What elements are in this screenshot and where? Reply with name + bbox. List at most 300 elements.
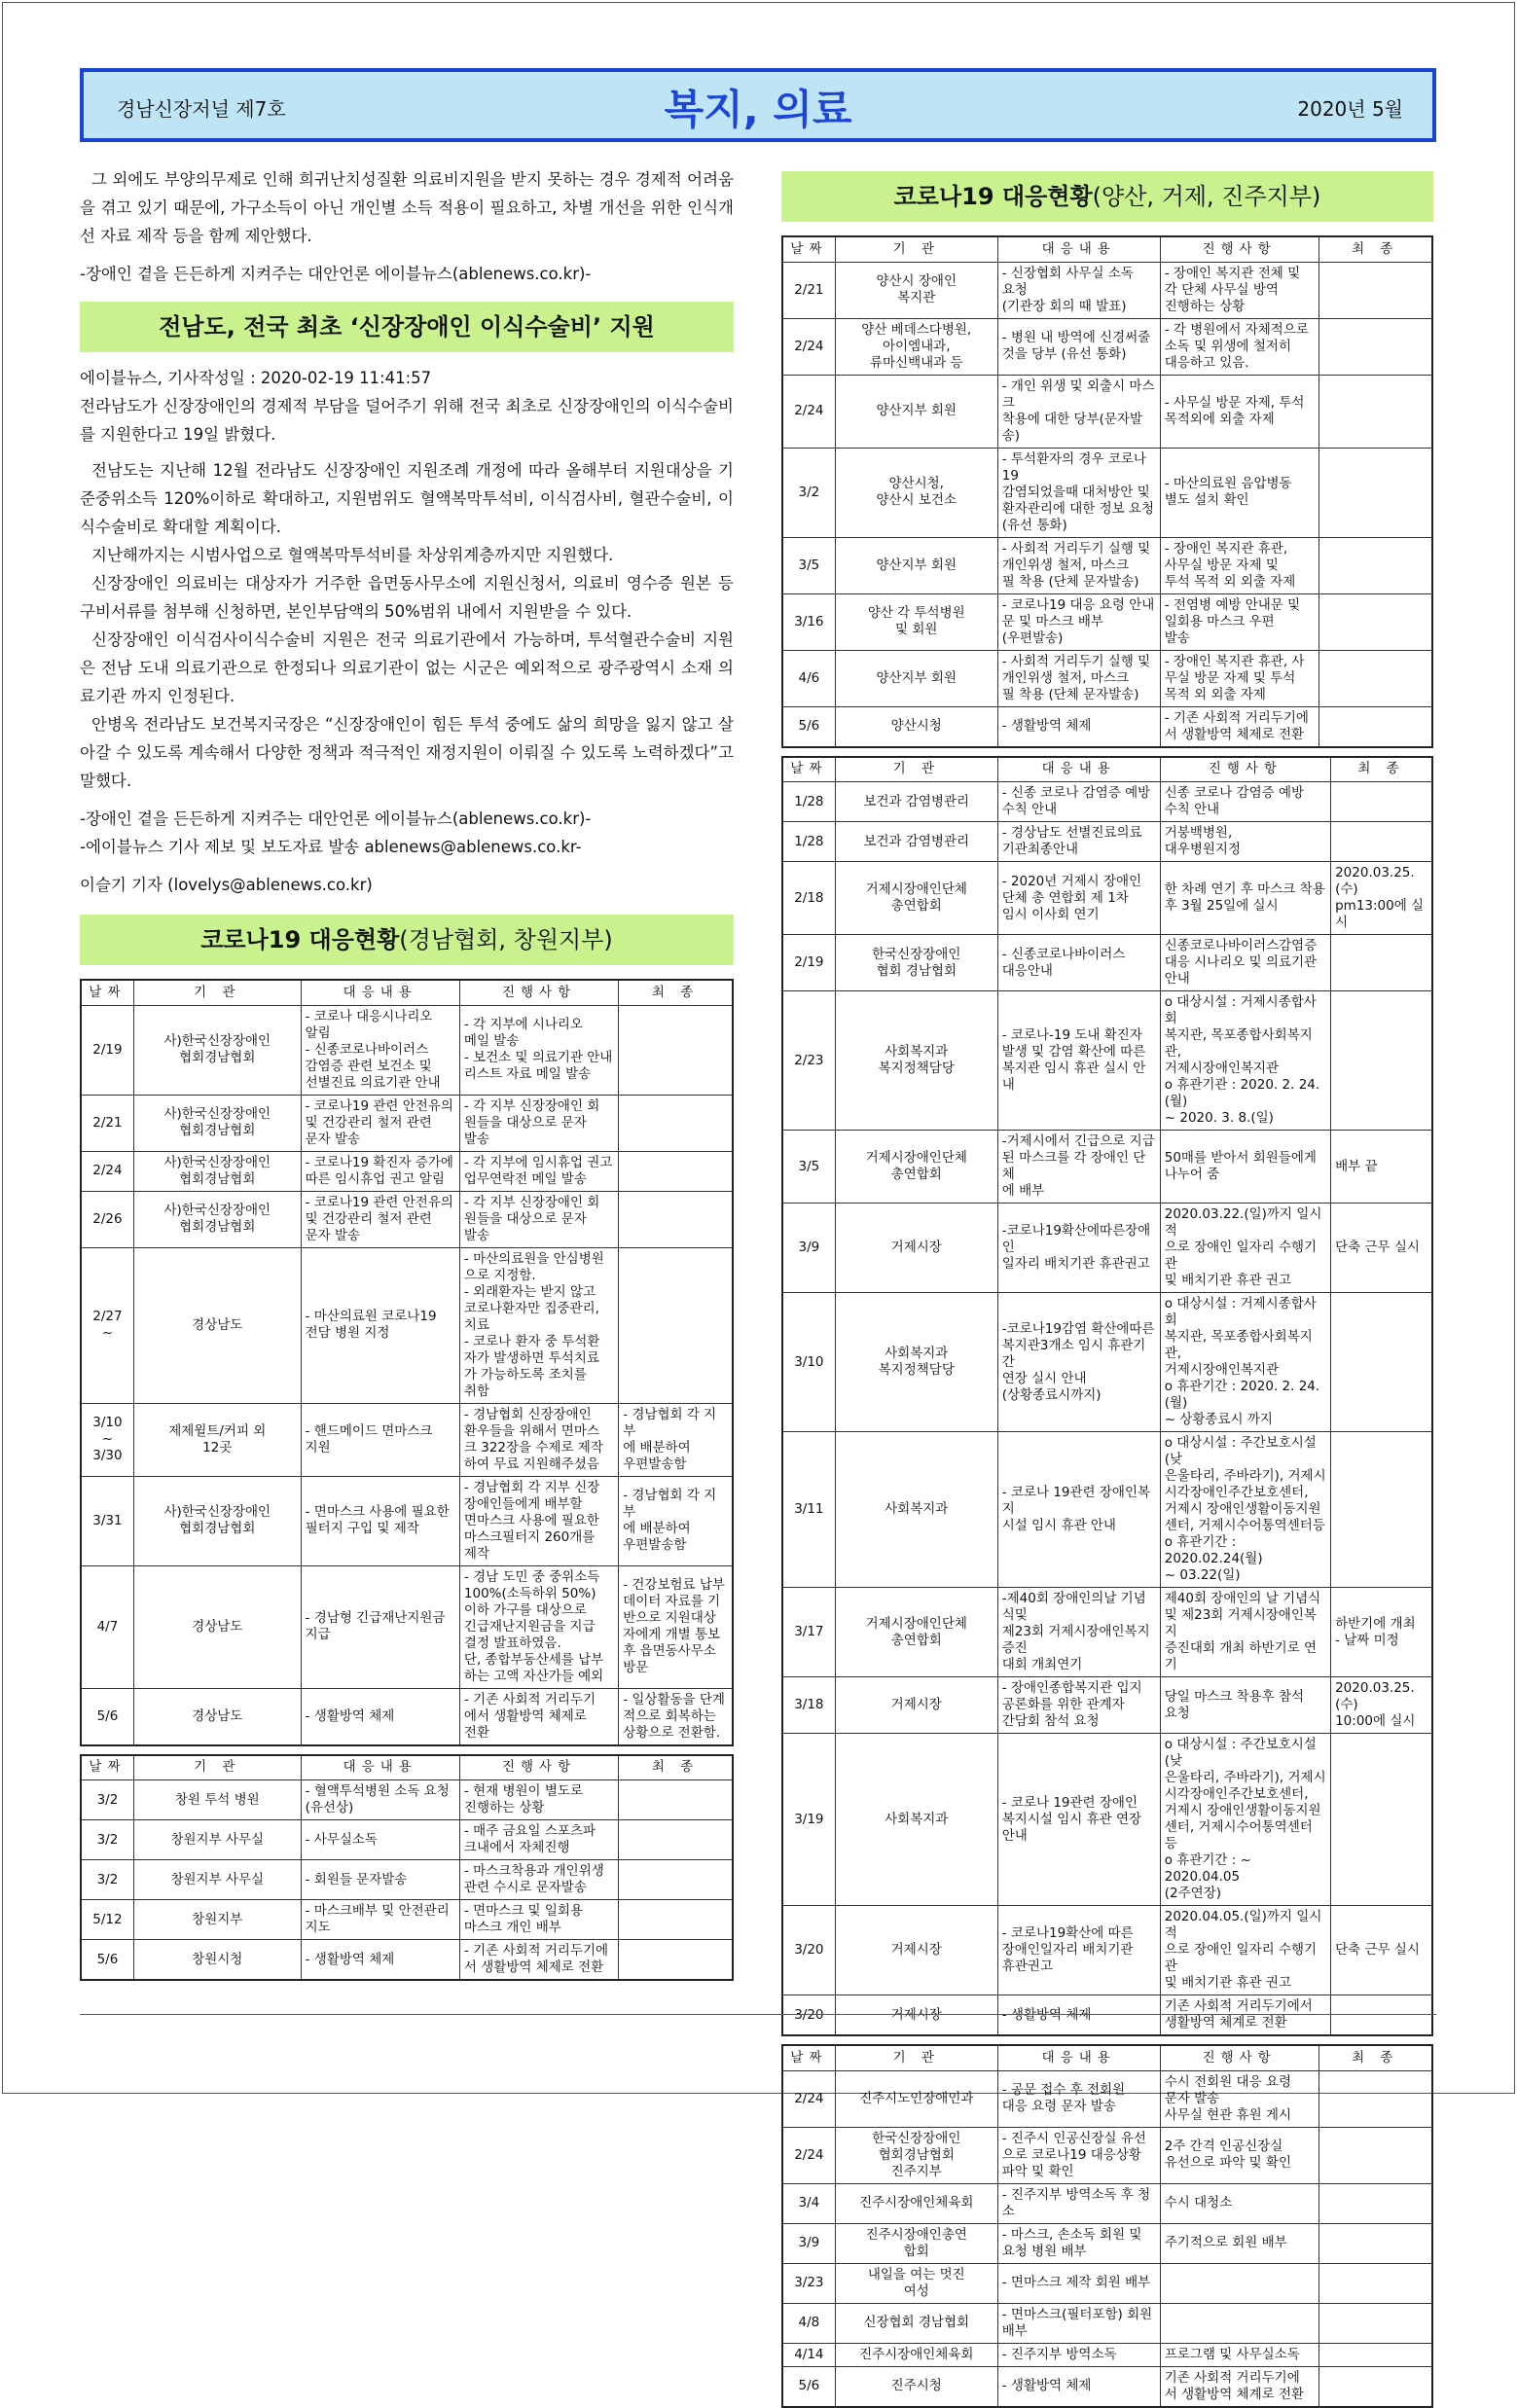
response-cell: - 생활방역 체제 — [997, 1995, 1160, 2036]
table-header-row — [782, 2045, 1432, 2070]
table-row — [81, 1403, 733, 1476]
progress-cell: - 마산의료원을 안심병원 으로 지정함. - 외래환자는 받지 않고 코로나환자만 집중관리, 치료 - 코로나 환자 중 투석환 자가 발생하면 투석치료 가 가능하도록 조치를 취함 — [459, 1247, 618, 1403]
table-row — [81, 1940, 733, 1981]
agency-cell: 사회복지과 복지정책담당 — [835, 1293, 997, 1432]
progress-cell: - 경남협회 신장장애인 환우들을 위해서 면마스 크 322장을 수제로 제작 하여 무료 지원해주셨음 — [459, 1403, 618, 1476]
final-cell: 단축 근무 실시 — [1331, 1204, 1432, 1293]
table-row — [81, 1565, 733, 1688]
progress-cell — [1160, 2303, 1318, 2343]
progress-cell: - 기존 사회적 거리두기에 서 생활방역 체제로 전환 — [459, 1940, 618, 1981]
date-cell: 2/24 — [782, 2070, 835, 2127]
table-row — [782, 1588, 1432, 1677]
final-cell — [619, 1940, 733, 1981]
table-row — [81, 1900, 733, 1940]
journal-header — [80, 68, 1436, 142]
final-cell: 2020.03.25.(수) 10:00에 실시 — [1331, 1677, 1432, 1734]
response-cell: - 생활방역 체제 — [301, 1688, 459, 1745]
progress-cell: o 대상시설 : 주간보호시설(낮 은울타리, 주바라기), 거제시 시각장애인주간보호센터, 거제시 장애인생활이동지원 센터, 거제시수어통역센터 등 o 휴관기간 : ~ 2020.04.05 (2주연장) — [1160, 1734, 1330, 1906]
final-cell — [619, 1095, 733, 1151]
date-cell: 2/23 — [782, 991, 835, 1131]
final-cell — [619, 1900, 733, 1940]
agency-cell: 제제윌트/커피 외 12곳 — [133, 1403, 301, 1476]
date-cell: 2/26 — [81, 1191, 133, 1247]
agency-cell: 사)한국신장장애인 협회경남협회 — [133, 1151, 301, 1191]
agency-cell: 한국신장장애인 협회경남협회 진주지부 — [835, 2127, 997, 2183]
progress-cell: 한 차례 연기 후 마스크 착용 후 3월 25일에 실시 — [1160, 862, 1330, 935]
final-cell — [619, 1860, 733, 1900]
table-row — [782, 593, 1432, 650]
response-cell: - 혈액투석병원 소독 요청 (유선상) — [301, 1780, 459, 1820]
response-cell: - 면마스크 제작 회원 배부 — [997, 2263, 1160, 2303]
date-cell: 5/6 — [81, 1940, 133, 1981]
agency-cell: 사)한국신장장애인 협회경남협회 — [133, 1095, 301, 1151]
response-cell: - 경상남도 선별진료의료 기관최종안내 — [997, 822, 1160, 862]
final-cell — [1318, 2366, 1432, 2407]
table-header-row — [782, 236, 1432, 262]
progress-cell: 2020.04.05.(일)까지 일시적 으로 장애인 일자리 수행기관 및 배치기관 휴관 권고 — [1160, 1906, 1330, 1995]
response-cell: -코로나19감염 확산에따른 복지관3개소 임시 휴관기간 연장 실시 안내 (상황종료시까지) — [997, 1293, 1160, 1432]
col-progress: 진행사항 — [459, 1755, 618, 1780]
col-date: 날짜 — [782, 2045, 835, 2070]
date-cell: 3/16 — [782, 593, 835, 650]
agency-cell: 사)한국신장장애인 협회경남협회 — [133, 1191, 301, 1247]
progress-cell: o 대상시설 : 거제시종합사회 복지관, 목포종합사회복지관, 거제시장애인복지관 o 휴관기간 : 2020. 2. 24.(월) ~ 상황종료시 까지 — [1160, 1293, 1330, 1432]
col-date: 날짜 — [81, 1755, 133, 1780]
final-cell — [1331, 822, 1432, 862]
progress-cell: 2주 간격 인공신장실 유선으로 파악 및 확인 — [1160, 2127, 1318, 2183]
progress-cell: - 경남 도민 중 중위소득 100%(소득하위 50%) 이하 가구를 대상으로 긴급재난지원금을 지급 결정 발표하였음. 단, 종합부동산세를 납부 하는 고액 자산가들 예외 — [459, 1565, 618, 1688]
progress-cell: 기존 사회적 거리두기에 서 생활방역 체계로 전환 — [1160, 2366, 1318, 2407]
section-subtitle: (양산, 거제, 진주지부) — [1092, 183, 1321, 210]
table-row — [782, 2366, 1432, 2407]
col-progress: 진행사항 — [1160, 2045, 1318, 2070]
article-paragraph: 전남도는 지난해 12월 전라남도 신장장애인 지원조례 개정에 따라 올해부터 지원대상을 기준중위소득 120%이하로 확대하고, 지원범위도 혈액복막투석비, 이식검사비, 혈관수술비, 이식수술비로 확대할 계획이다. — [80, 461, 734, 536]
table-row — [782, 650, 1432, 706]
response-cell: - 생활방역 체제 — [997, 2366, 1160, 2407]
final-cell — [619, 1247, 733, 1403]
article-paragraph: 안병옥 전라남도 보건복지국장은 “신장장애인이 힘든 투석 중에도 삶의 희망을 잃지 않고 살아갈 수 있도록 계속해서 다양한 정책과 적극적인 재정지원이 이뤄질 수 있도록 노력하겠다”고 말했다. — [80, 715, 734, 790]
table-row — [782, 2070, 1432, 2127]
table-row — [81, 1688, 733, 1745]
table-row — [81, 1820, 733, 1860]
progress-cell: 제40회 장애인의 날 기념식 및 제23회 거제시장애인복지 증진대회 개최 하반기로 연기 — [1160, 1588, 1330, 1677]
agency-cell: 양산지부 회원 — [835, 537, 997, 593]
date-cell: 5/6 — [782, 2366, 835, 2407]
response-cell: - 개인 위생 및 외출시 마스크 착용에 대한 당부(문자발송) — [997, 375, 1160, 448]
agency-cell: 내일을 여는 멋진 여성 — [835, 2263, 997, 2303]
response-cell: -제40회 장애인의날 기념식및 제23회 거제시장애인복지증진 대회 개최연기 — [997, 1588, 1160, 1677]
progress-cell: 수시 대청소 — [1160, 2183, 1318, 2223]
date-cell: 2/27 ~ — [81, 1247, 133, 1403]
response-cell: - 진주시 인공신장실 유선 으로 코로나19 대응상황 파악 및 확인 — [997, 2127, 1160, 2183]
progress-cell: - 기존 사회적 거리두기 에서 생활방역 체제로 전환 — [459, 1688, 618, 1745]
col-agency: 기 관 — [133, 980, 301, 1005]
date-cell: 3/18 — [782, 1677, 835, 1734]
date-cell: 3/10 — [782, 1293, 835, 1432]
progress-cell: - 각 지부에 시나리오 메일 발송 - 보건소 및 의료기관 안내 리스트 자료 메일 발송 — [459, 1005, 618, 1095]
progress-cell: - 장애인 복지관 휴관, 사무실 방문 자제 및 투석 목적 외 외출 자제 — [1160, 537, 1318, 593]
table-row — [782, 782, 1432, 822]
agency-cell: 거제시장 — [835, 1204, 997, 1293]
final-cell — [1318, 537, 1432, 593]
table-row — [782, 1432, 1432, 1588]
date-cell: 3/2 — [81, 1780, 133, 1820]
date-cell: 2/19 — [81, 1005, 133, 1095]
agency-cell: 신장협회 경남협회 — [835, 2303, 997, 2343]
date-cell: 3/5 — [782, 537, 835, 593]
col-final: 최 종 — [619, 980, 733, 1005]
response-cell: - 코로나19 확진자 증가에 따른 임시휴업 권고 알림 — [301, 1151, 459, 1191]
date-cell: 3/23 — [782, 2263, 835, 2303]
date-cell: 3/2 — [782, 448, 835, 537]
date-cell: 3/11 — [782, 1432, 835, 1588]
agency-cell: 거제시장애인단체 총연합회 — [835, 862, 997, 935]
agency-cell: 양산시청 — [835, 706, 997, 747]
issue-date: 2020년 5월 — [1297, 97, 1403, 121]
progress-cell: o 대상시설 : 거제시종합사회 복지관, 목포종합사회복지관, 거제시장애인복지관 o 휴관기관 : 2020. 2. 24.(월) ~ 2020. 3. 8.(일) — [1160, 991, 1330, 1131]
agency-cell: 경상남도 — [133, 1688, 301, 1745]
col-progress: 진행사항 — [1160, 236, 1318, 262]
final-cell — [1331, 935, 1432, 991]
response-cell: - 2020년 거제시 장애인 단체 총 연합회 제 1차 임시 이사회 연기 — [997, 862, 1160, 935]
response-cell: -거제시에서 긴급으로 지급 된 마스크를 각 장애인 단체 에 배부 — [997, 1131, 1160, 1204]
agency-cell: 거제시장 — [835, 1995, 997, 2036]
progress-cell: 당일 마스크 착용후 참석 요청 — [1160, 1677, 1330, 1734]
final-cell: 단축 근무 실시 — [1331, 1906, 1432, 1995]
progress-cell — [1160, 2263, 1318, 2303]
table-row — [782, 1906, 1432, 1995]
progress-cell: - 각 지부에 임시휴업 권고 업무연락전 메일 발송 — [459, 1151, 618, 1191]
jinju-table — [781, 2044, 1433, 2408]
progress-cell: 신종코로나바이러스감염증 대응 시나리오 및 의료기관안내 — [1160, 935, 1330, 991]
table-row — [782, 1204, 1432, 1293]
date-cell: 2/21 — [782, 262, 835, 318]
final-cell — [1318, 2070, 1432, 2127]
col-final: 최 종 — [1318, 2045, 1432, 2070]
progress-cell: - 경남협회 각 지부 신장 장애인들에게 배부할 면마스크 사용에 필요한 마스크필터지 260개를 제작 — [459, 1476, 618, 1565]
date-cell: 3/20 — [782, 1906, 835, 1995]
agency-cell: 보건과 감염병관리 — [835, 822, 997, 862]
table-header-row — [782, 757, 1432, 782]
col-agency: 기 관 — [835, 236, 997, 262]
table-header-row — [81, 980, 733, 1005]
table-row — [81, 1780, 733, 1820]
agency-cell: 거제시장 — [835, 1677, 997, 1734]
col-date: 날짜 — [81, 980, 133, 1005]
bottom-divider — [80, 2014, 1436, 2015]
table-row — [81, 1005, 733, 1095]
col-progress: 진행사항 — [459, 980, 618, 1005]
col-final: 최 종 — [619, 1755, 733, 1780]
article-paragraph: 전라남도가 신장장애인의 경제적 부담을 덜어주기 위해 전국 최초로 신장장애인의 이식수술비를 지원한다고 19일 밝혔다. — [80, 397, 734, 444]
response-cell: - 마산의료원 코로나19 전담 병원 지정 — [301, 1247, 459, 1403]
article-title: 전남도, 전국 최초 ‘신장장애인 이식수술비’ 지원 — [80, 302, 734, 352]
final-cell — [1318, 650, 1432, 706]
date-cell: 3/17 — [782, 1588, 835, 1677]
progress-cell: 50매를 받아서 회원들에게 나누어 줌 — [1160, 1131, 1330, 1204]
agency-cell: 양산지부 회원 — [835, 375, 997, 448]
progress-cell: 수시 전회원 대응 요령 문자 발송 사무실 현관 휴원 게시 — [1160, 2070, 1318, 2127]
progress-cell: - 마산의료원 음압병동 별도 설치 확인 — [1160, 448, 1318, 537]
progress-cell: - 매주 금요일 스포츠파 크내에서 자체진행 — [459, 1820, 618, 1860]
final-cell — [1331, 782, 1432, 822]
progress-cell: - 사무실 방문 자제, 투석 목적외에 외출 자제 — [1160, 375, 1318, 448]
final-cell — [1318, 2127, 1432, 2183]
table-row — [782, 2263, 1432, 2303]
agency-cell: 거제시장애인단체 총연합회 — [835, 1131, 997, 1204]
date-cell: 4/7 — [81, 1565, 133, 1688]
agency-cell: 거제시장 — [835, 1906, 997, 1995]
progress-cell: - 장애인 복지관 전체 및 각 단체 사무실 방역 진행하는 상황 — [1160, 262, 1318, 318]
final-cell — [619, 1005, 733, 1095]
final-cell: - 경남협회 각 지부 에 배분하여 우편발송함 — [619, 1476, 733, 1565]
agency-cell: 보건과 감염병관리 — [835, 782, 997, 822]
agency-cell: 진주시장애인체육회 — [835, 2183, 997, 2223]
progress-cell: - 각 지부 신장장애인 회 원들을 대상으로 문자 발송 — [459, 1191, 618, 1247]
page-title: 복지, 의료 — [664, 86, 852, 133]
response-cell: - 공문 접수 후 전회원 대응 요령 문자 발송 — [997, 2070, 1160, 2127]
final-cell — [619, 1151, 733, 1191]
section-title: 코로나19 대응현황 — [893, 183, 1093, 210]
section-banner-gyeongnam — [80, 915, 734, 965]
table-body — [81, 1005, 733, 1745]
response-cell: - 마스크, 손소독 회원 및 요청 병원 배부 — [997, 2223, 1160, 2263]
response-cell: - 마스크배부 및 안전관리 지도 — [301, 1900, 459, 1940]
table-row — [782, 1293, 1432, 1432]
article-source: -장애인 곁을 든든하게 지켜주는 대안언론 에이블뉴스(ablenews.co.kr)- — [80, 809, 592, 828]
date-cell: 3/4 — [782, 2183, 835, 2223]
article-contact: -에이블뉴스 기사 제보 및 보도자료 발송 ablenews@ablenews.co.kr- — [80, 838, 582, 856]
agency-cell: 사회복지과 — [835, 1432, 997, 1588]
date-cell: 2/24 — [782, 2127, 835, 2183]
progress-cell: 거붕백병원, 대우병원지정 — [1160, 822, 1330, 862]
table-row — [81, 1476, 733, 1565]
date-cell: 2/19 — [782, 935, 835, 991]
response-cell: - 코로나19 관련 안전유의 및 건강관리 철저 관련 문자 발송 — [301, 1191, 459, 1247]
table-row — [782, 2343, 1432, 2366]
response-cell: - 코로나 대응시나리오 알림 - 신종코로나바이러스 감염증 관련 보건소 및 선별진료 의료기관 안내 — [301, 1005, 459, 1095]
date-cell: 4/6 — [782, 650, 835, 706]
date-cell: 1/28 — [782, 822, 835, 862]
col-progress: 진행사항 — [1160, 757, 1330, 782]
date-cell: 3/9 — [782, 2223, 835, 2263]
section-title: 코로나19 대응현황 — [200, 926, 400, 953]
table-header-row — [81, 1755, 733, 1780]
progress-cell: 2020.03.22.(일)까지 일시적 으로 장애인 일자리 수행기관 및 배치기관 휴관 권고 — [1160, 1204, 1330, 1293]
col-date: 날짜 — [782, 757, 835, 782]
agency-cell: 경상남도 — [133, 1247, 301, 1403]
final-cell — [1318, 2343, 1432, 2366]
response-cell: - 사회적 거리두기 실행 및 개인위생 철저, 마스크 필 착용 (단체 문자발송) — [997, 537, 1160, 593]
response-cell: - 진주지부 방역소독 — [997, 2343, 1160, 2366]
final-cell: 2020.03.25.(수) pm13:00에 실시 — [1331, 862, 1432, 935]
response-cell: - 면마스크 사용에 필요한 필터지 구입 및 제작 — [301, 1476, 459, 1565]
table-row — [782, 822, 1432, 862]
reporter-byline: 이슬기 기자 (lovelys@ablenews.co.kr) — [80, 876, 373, 894]
table-row — [782, 2223, 1432, 2263]
progress-cell: - 현재 병원이 별도로 진행하는 상황 — [459, 1780, 618, 1820]
agency-cell: 창원지부 사무실 — [133, 1860, 301, 1900]
article-paragraph: 신장장애인 의료비는 대상자가 거주한 읍면동사무소에 지원신청서, 의료비 영수증 원본 등 구비서류를 첨부해 신청하면, 본인부담액의 50%범위 내에서 지원받을 수 있다. — [80, 574, 734, 621]
progress-cell: - 전염병 예방 안내문 및 일회용 마스크 우편 발송 — [1160, 593, 1318, 650]
date-cell: 2/21 — [81, 1095, 133, 1151]
gyeongnam-table — [80, 979, 734, 1746]
progress-cell: - 마스크착용과 개인위생 관련 수시로 문자발송 — [459, 1860, 618, 1900]
table-row — [782, 1995, 1432, 2036]
date-cell: 4/14 — [782, 2343, 835, 2366]
left-column — [80, 165, 734, 1981]
progress-cell: 프로그램 및 사무실소독 — [1160, 2343, 1318, 2366]
response-cell: - 병원 내 방역에 신경써줄 것을 당부 (유선 통화) — [997, 318, 1160, 375]
agency-cell: 거제시장애인단체 총연합회 — [835, 1588, 997, 1677]
progress-cell: - 면마스크 및 일회용 마스크 개인 배부 — [459, 1900, 618, 1940]
date-cell: 3/2 — [81, 1860, 133, 1900]
final-cell — [1318, 2223, 1432, 2263]
yangsan-table — [781, 235, 1433, 748]
agency-cell: 창원지부 사무실 — [133, 1820, 301, 1860]
table-row — [782, 1131, 1432, 1204]
final-cell — [619, 1191, 733, 1247]
final-cell — [619, 1820, 733, 1860]
date-cell: 3/19 — [782, 1734, 835, 1906]
col-response: 대응내용 — [301, 1755, 459, 1780]
table-row — [782, 2127, 1432, 2183]
agency-cell: 경상남도 — [133, 1565, 301, 1688]
table-body — [81, 1780, 733, 1981]
article-paragraph: 신장장애인 이식검사이식수술비 지원은 전국 의료기관에서 가능하며, 투석혈관수술비 지원은 전남 도내 의료기관으로 한정되나 의료기관이 없는 시군은 예외적으로 광주광역시 소재 의료기관 까지 인정된다. — [80, 630, 734, 705]
col-response: 대응내용 — [997, 2045, 1160, 2070]
col-response: 대응내용 — [997, 757, 1160, 782]
date-cell: 3/5 — [782, 1131, 835, 1204]
date-cell: 5/6 — [81, 1688, 133, 1745]
table-row — [782, 2303, 1432, 2343]
table-row — [782, 448, 1432, 537]
final-cell — [1318, 448, 1432, 537]
table-row — [782, 706, 1432, 747]
response-cell: - 투석환자의 경우 코로나19 감염되었을때 대처방안 및 환자관리에 대한 정보 요청 (유선 통화) — [997, 448, 1160, 537]
response-cell: - 사회적 거리두기 실행 및 개인위생 철저, 마스크 필 착용 (단체 문자발송) — [997, 650, 1160, 706]
agency-cell: 창원시청 — [133, 1940, 301, 1981]
agency-cell: 사)한국신장장애인 협회경남협회 — [133, 1476, 301, 1565]
agency-cell: 진주시청 — [835, 2366, 997, 2407]
response-cell: - 경남형 긴급재난지원금 지급 — [301, 1565, 459, 1688]
final-cell — [1331, 1734, 1432, 1906]
response-cell: - 장애인종합복지관 입지 공론화를 위한 관계자 간담회 참석 요청 — [997, 1677, 1160, 1734]
table-row — [782, 537, 1432, 593]
table-row — [81, 1151, 733, 1191]
final-cell — [1318, 2303, 1432, 2343]
agency-cell: 한국신장장애인 협회 경남협회 — [835, 935, 997, 991]
final-cell — [1318, 593, 1432, 650]
table-body — [782, 2070, 1432, 2407]
response-cell: - 면마스크(필터포함) 회원 배부 — [997, 2303, 1160, 2343]
journal-issue: 경남신장저널 제7호 — [117, 97, 286, 121]
response-cell: - 코로나19 관련 안전유의 및 건강관리 철저 관련 문자 발송 — [301, 1095, 459, 1151]
table-row — [81, 1860, 733, 1900]
date-cell: 3/9 — [782, 1204, 835, 1293]
final-cell — [1331, 1995, 1432, 2036]
col-response: 대응내용 — [301, 980, 459, 1005]
agency-cell: 사회복지과 복지정책담당 — [835, 991, 997, 1131]
response-cell: - 진주지부 방역소독 후 청소 — [997, 2183, 1160, 2223]
agency-cell: 진주시장애인체육회 — [835, 2343, 997, 2366]
final-cell: - 건강보험료 납부 데이터 자료를 기 반으로 지원대상 자에게 개별 통보 후 읍면동사무소 방문 — [619, 1565, 733, 1688]
agency-cell: 진주시장애인총연 합회 — [835, 2223, 997, 2263]
progress-cell: 주기적으로 회원 배부 — [1160, 2223, 1318, 2263]
col-agency: 기 관 — [133, 1755, 301, 1780]
progress-cell: - 장애인 복지관 휴관, 사 무실 방문 자제 및 투석 목적 외 외출 자제 — [1160, 650, 1318, 706]
final-cell — [1331, 1432, 1432, 1588]
table-row — [81, 1247, 733, 1403]
response-cell: - 코로나 19관련 장애인복지 시설 임시 휴관 안내 — [997, 1432, 1160, 1588]
final-cell — [1318, 375, 1432, 448]
date-cell: 5/6 — [782, 706, 835, 747]
response-cell: - 생활방역 체제 — [301, 1940, 459, 1981]
date-cell: 2/24 — [782, 318, 835, 375]
response-cell: - 코로나-19 도내 확진자 발생 및 감염 확산에 따른 복지관 임시 휴관 실시 안내 — [997, 991, 1160, 1131]
final-cell — [619, 1780, 733, 1820]
col-agency: 기 관 — [835, 757, 997, 782]
agency-cell: 창원지부 — [133, 1900, 301, 1940]
agency-cell: 사)한국신장장애인 협회경남협회 — [133, 1005, 301, 1095]
section-banner-yangsan — [781, 171, 1433, 222]
final-cell — [1318, 2263, 1432, 2303]
geoje-table — [781, 756, 1433, 2037]
col-agency: 기 관 — [835, 2045, 997, 2070]
agency-cell: 양산시 장애인 복지관 — [835, 262, 997, 318]
col-response: 대응내용 — [997, 236, 1160, 262]
section-subtitle: (경남협회, 창원지부) — [399, 926, 613, 953]
final-cell: 하반기에 개최 - 날짜 미정 — [1331, 1588, 1432, 1677]
table-row — [782, 318, 1432, 375]
agency-cell: 양산 각 투석병원 및 회원 — [835, 593, 997, 650]
table-body — [782, 262, 1432, 747]
article-meta: 에이블뉴스, 기사작성일 : 2020-02-19 11:41:57 — [80, 369, 432, 387]
col-final: 최 종 — [1318, 236, 1432, 262]
agency-cell: 사회복지과 — [835, 1734, 997, 1906]
right-column — [781, 171, 1433, 2408]
col-date: 날짜 — [782, 236, 835, 262]
response-cell: - 코로나19확산에 따른 장애인일자리 배치기관 휴관권고 — [997, 1906, 1160, 1995]
final-cell: 배부 끝 — [1331, 1131, 1432, 1204]
final-cell — [1318, 318, 1432, 375]
final-cell — [1331, 991, 1432, 1131]
date-cell: 2/24 — [782, 375, 835, 448]
final-cell — [1331, 1293, 1432, 1432]
progress-cell: - 기존 사회적 거리두기에 서 생활방역 체제로 전환 — [1160, 706, 1318, 747]
progress-cell: 기존 사회적 거리두기에서 생활방역 체계로 전환 — [1160, 1995, 1330, 2036]
final-cell: - 경남협회 각 지부 에 배분하여 우편발송함 — [619, 1403, 733, 1476]
response-cell: - 회원들 문자발송 — [301, 1860, 459, 1900]
date-cell: 1/28 — [782, 782, 835, 822]
date-cell: 3/2 — [81, 1820, 133, 1860]
date-cell: 3/10 ~ 3/30 — [81, 1403, 133, 1476]
article-paragraph: 지난해까지는 시범사업으로 혈액복막투석비를 차상위계층까지만 지원했다. — [91, 546, 614, 564]
final-cell: - 일상활동을 단계 적으로 회복하는 상황으로 전환함. — [619, 1688, 733, 1745]
progress-cell: o 대상시설 : 주간보호시설(낮 은울타리, 주바라기), 거제시 시각장애인주간보호센터, 거제시 장애인생활이동지원 센터, 거제시수어통역센터등 o 휴관기간 : 2020.02.24(월) ~ 03.22(일) — [1160, 1432, 1330, 1588]
table-row — [782, 935, 1432, 991]
agency-cell: 양산지부 회원 — [835, 650, 997, 706]
table-row — [782, 1677, 1432, 1734]
date-cell: 2/18 — [782, 862, 835, 935]
col-final: 최 종 — [1331, 757, 1432, 782]
response-cell: - 코로나 19관련 장애인 복지시설 임시 휴관 연장 안내 — [997, 1734, 1160, 1906]
agency-cell: 진주시노인장애인과 — [835, 2070, 997, 2127]
table-row — [782, 2183, 1432, 2223]
final-cell — [1318, 706, 1432, 747]
changwon-table — [80, 1754, 734, 1982]
final-cell — [1318, 2183, 1432, 2223]
